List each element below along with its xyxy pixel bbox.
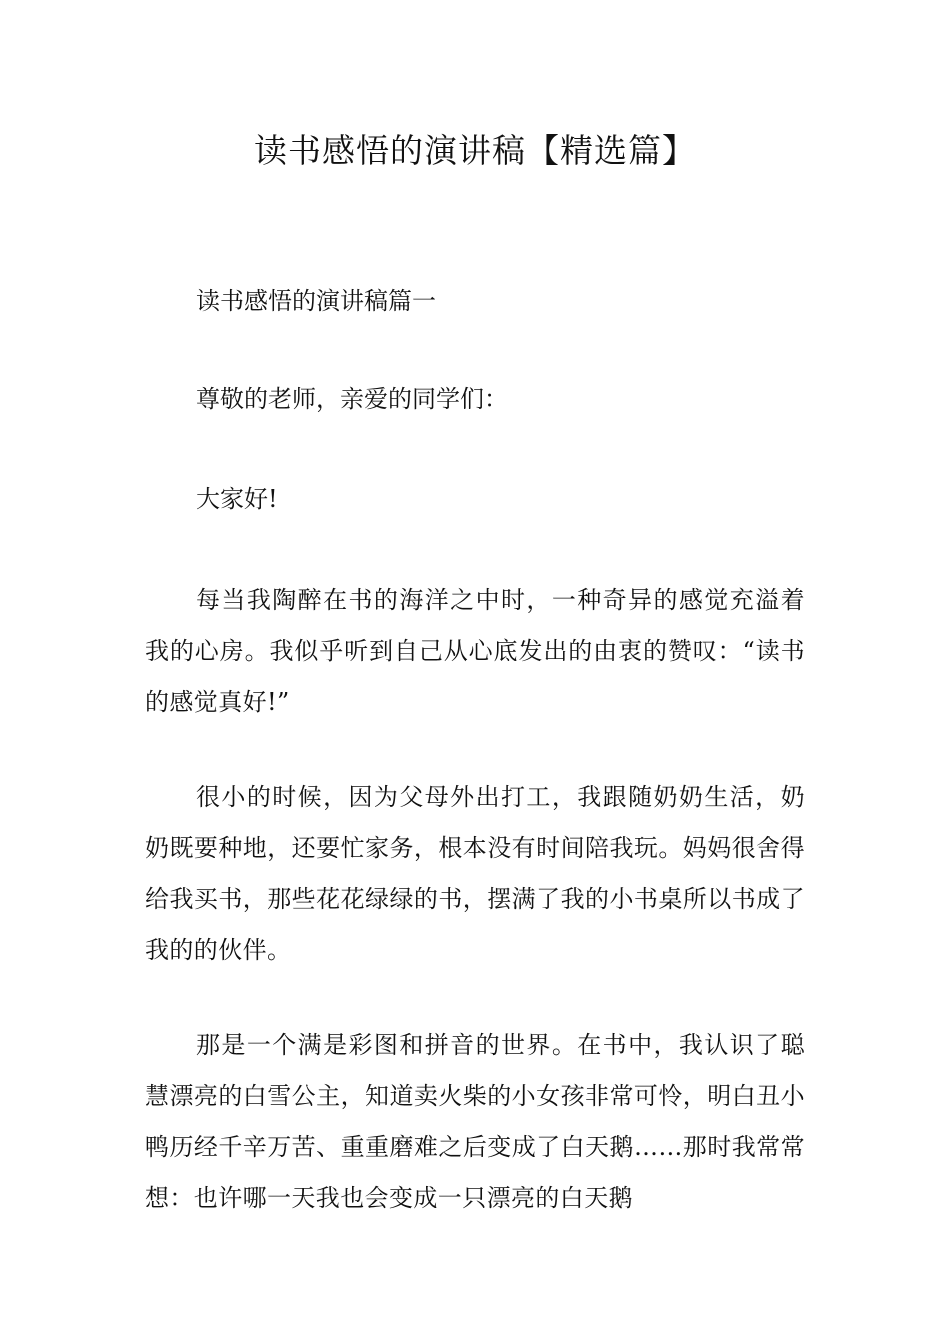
paragraph-3: 那是一个满是彩图和拼音的世界。在书中，我认识了聪慧漂亮的白雪公主，知道卖火柴的小女孩非常可怜，明白丑小鸭历经千辛万苦、重重磨难之后变成了白天鹅……那时我常常想：也许哪一天我也会变成一只漂亮的白天鹅	[145, 1031, 805, 1212]
paragraph-2: 很小的时候，因为父母外出打工，我跟随奶奶生活，奶奶既要种地，还要忙家务，根本没有时间陪我玩。妈妈很舍得给我买书，那些花花绿绿的书，摆满了我的小书桌所以书成了我的的伙伴。	[145, 783, 805, 964]
paragraph-1: 每当我陶醉在书的海洋之中时，一种奇异的感觉充溢着我的心房。我似乎听到自己从心底发出的由衷的赞叹：“读书的感觉真好!”	[145, 586, 805, 716]
document-title: 读书感悟的演讲稿【精选篇】	[254, 131, 696, 170]
greeting: 大家好!	[196, 485, 278, 513]
salutation: 尊敬的老师，亲爱的同学们：	[196, 385, 508, 413]
section-heading: 读书感悟的演讲稿篇一	[196, 287, 436, 315]
